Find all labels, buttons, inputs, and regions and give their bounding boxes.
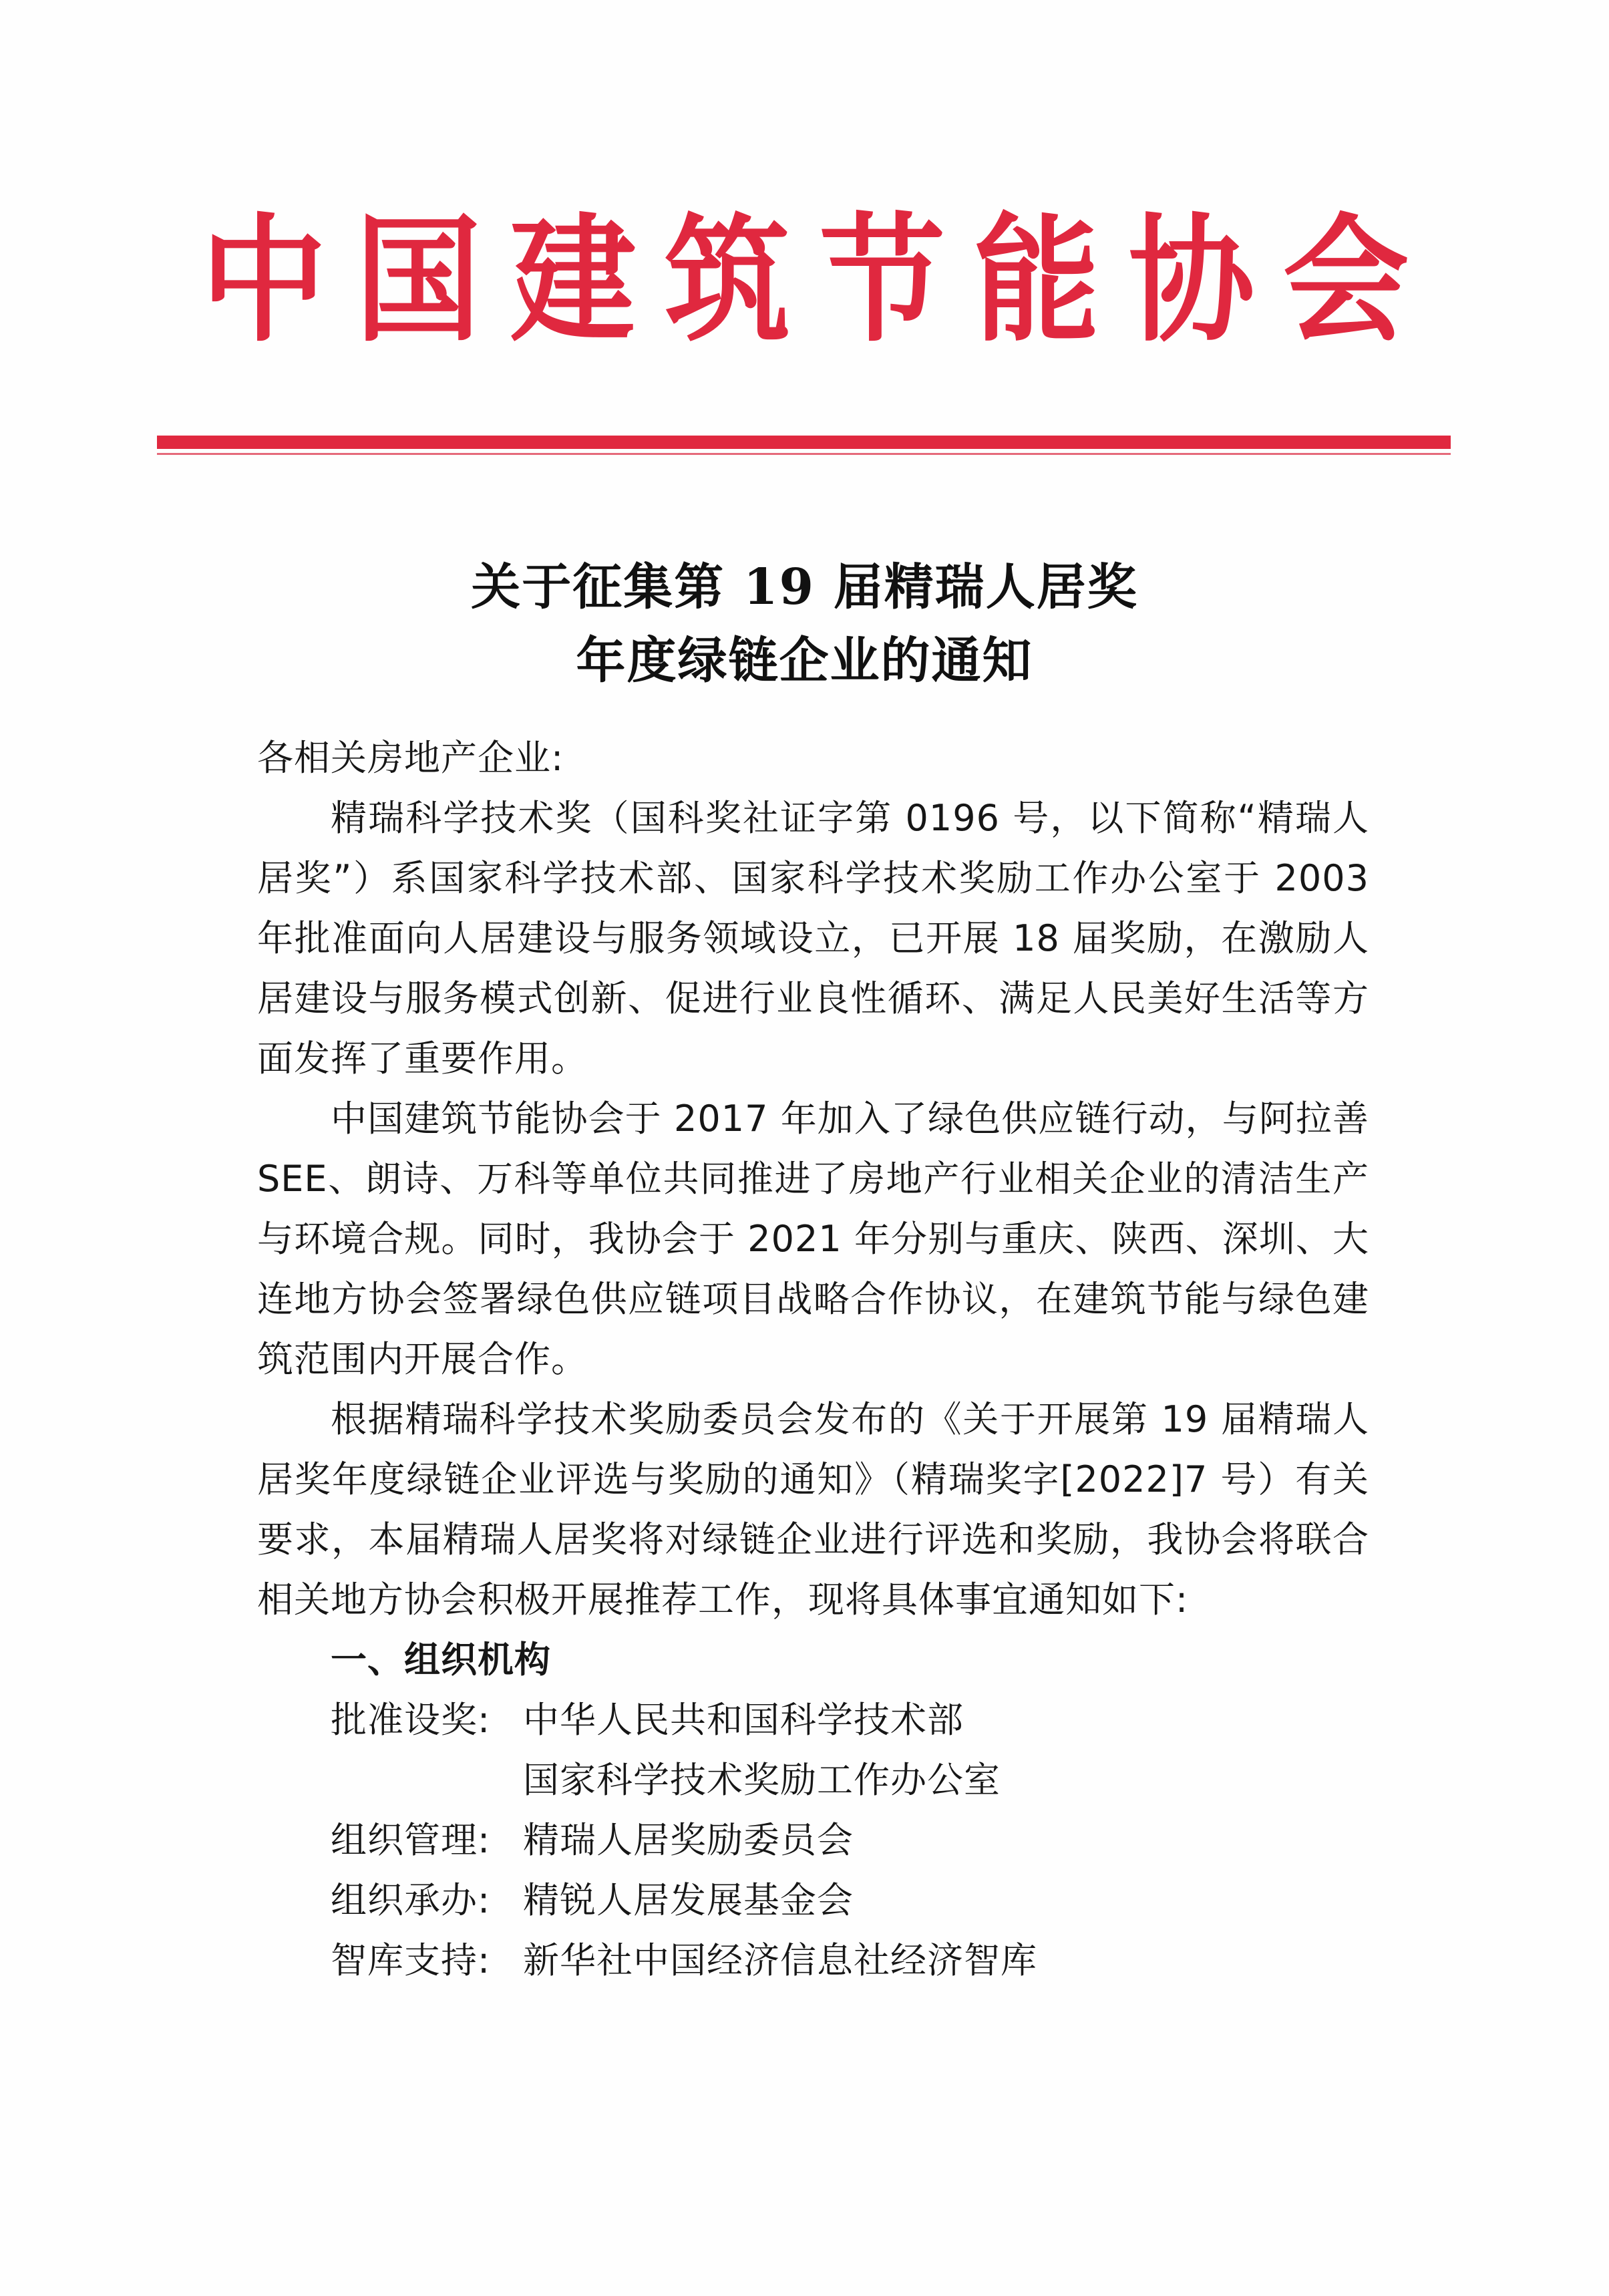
masthead-organization-name bbox=[194, 200, 1416, 361]
org-value bbox=[523, 1690, 1369, 1810]
masthead-char: 节 bbox=[819, 200, 945, 361]
org-value-line: 中华人民共和国科学技术部 bbox=[523, 1699, 964, 1741]
document-body bbox=[257, 728, 1369, 1991]
masthead-char: 会 bbox=[1282, 200, 1409, 361]
org-label: 批准设奖: bbox=[331, 1699, 491, 1741]
document-title-line-1: 关于征集第 19 届精瑞人居奖 bbox=[471, 558, 1138, 616]
org-row-management bbox=[257, 1810, 1369, 1870]
masthead-char: 协 bbox=[1128, 200, 1254, 361]
salutation: 各相关房地产企业: bbox=[257, 737, 564, 779]
org-value: 精锐人居发展基金会 bbox=[523, 1879, 854, 1921]
org-label: 组织管理: bbox=[331, 1819, 491, 1861]
masthead-divider-thin bbox=[157, 453, 1451, 455]
org-value: 精瑞人居奖励委员会 bbox=[523, 1819, 854, 1861]
paragraph-association-background: 中国建筑节能协会于 2017 年加入了绿色供应链行动，与阿拉善 SEE、朗诗、万科等单位共同推进了房地产行业相关企业的清洁生产与环境合规。同时，我协会于 2021 年分别与重庆、陕西、深圳、大连地方协会签署绿色供应链项目战略合作协议，在建筑节能与绿色建筑范围内开展合作。 bbox=[257, 1098, 1369, 1380]
org-row-approval bbox=[257, 1690, 1369, 1810]
org-label: 智库支持: bbox=[331, 1939, 491, 1981]
paragraph-award-intro: 精瑞科学技术奖（国科奖社证字第 0196 号，以下简称“精瑞人居奖”）系国家科学技术部、国家科学技术奖励工作办公室于 2003 年批准面向人居建设与服务领域设立，已开展 18 届奖励，在激励人居建设与服务模式创新、促进行业良性循环、满足人民美好生活等方面发挥了重要作用。 bbox=[257, 797, 1369, 1080]
masthead-char: 能 bbox=[973, 200, 1100, 361]
masthead-char: 中 bbox=[200, 200, 327, 361]
org-row-think-tank bbox=[257, 1931, 1369, 1991]
paragraph-notice-basis: 根据精瑞科学技术奖励委员会发布的《关于开展第 19 届精瑞人居奖年度绿链企业评选与奖励的通知》（精瑞奖字[2022]7 号）有关要求，本届精瑞人居奖将对绿链企业进行评选和奖励，我协会将联合相关地方协会积极开展推荐工作，现将具体事宜通知如下: bbox=[257, 1398, 1369, 1621]
org-label: 组织承办: bbox=[331, 1879, 491, 1921]
masthead-char: 国 bbox=[355, 200, 482, 361]
masthead-divider-thick bbox=[157, 436, 1451, 449]
org-row-organizer bbox=[257, 1870, 1369, 1931]
masthead-char: 筑 bbox=[664, 200, 791, 361]
document-title-line-2: 年度绿链企业的通知 bbox=[576, 632, 1033, 689]
org-value-line: 国家科学技术奖励工作办公室 bbox=[523, 1759, 1001, 1801]
section-heading-organization: 一、组织机构 bbox=[331, 1639, 551, 1681]
masthead-char: 建 bbox=[510, 200, 637, 361]
org-value: 新华社中国经济信息社经济智库 bbox=[523, 1939, 1037, 1981]
